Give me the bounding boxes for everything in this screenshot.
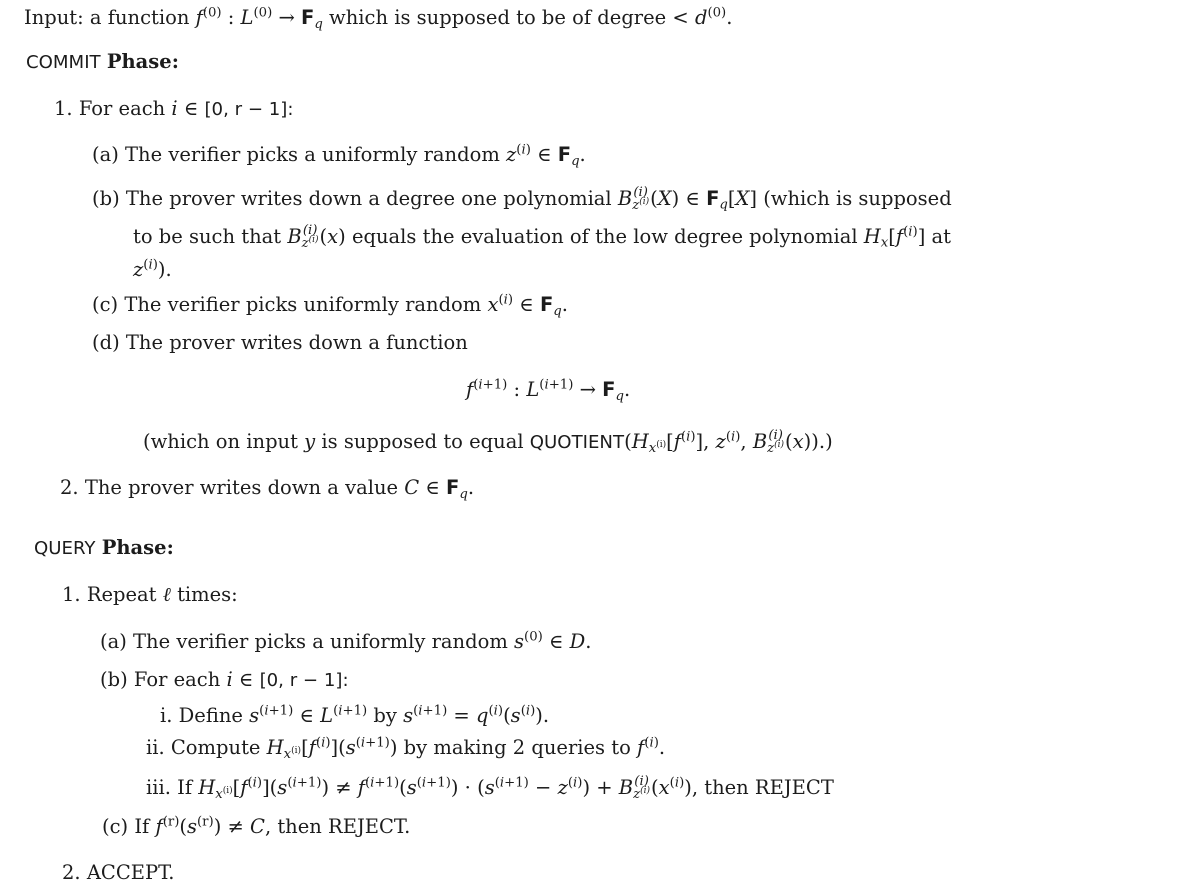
commit-item-b-line1: (b) The prover writes down a degree one polynomial B (i) $z^{(i)}$ (X) ∈ $F_q[X]$ (which is supposed bbox=[92, 185, 952, 214]
item-text: The verifier picks a uniformly random bbox=[133, 630, 508, 653]
list-number: 2. bbox=[62, 861, 81, 884]
list-number: 2. bbox=[60, 476, 79, 499]
commit-item-b-line2: to be such that B (i) $z^{(i)}$ (x) equals the evaluation of the low degree polynomial $H_x[f^{(i)}]$ at bbox=[133, 223, 951, 252]
subitem-text: If bbox=[177, 775, 193, 799]
query-subitem-iii: iii. If $H_{x^{(i)}}[f^{(i)}](s^{(i+1)}) \ne f^{(i+1)}(s^{(i+1)}) \cdot (s^{(i+1)} - z^{(i)}) + B$ (i) $z^{(i)}$ $(x^{(i)})$, then REJECT bbox=[146, 774, 834, 803]
commit-heading-word: COMMIT bbox=[26, 52, 101, 73]
step-text: For each bbox=[78, 97, 166, 120]
subitem-text: Compute bbox=[170, 736, 261, 759]
subitem-text: Define bbox=[178, 704, 243, 727]
item-text-b: , then REJECT. bbox=[264, 815, 411, 838]
item-label: (d) bbox=[92, 331, 120, 354]
commit-heading-phase: Phase: bbox=[106, 50, 179, 73]
query-heading bbox=[34, 538, 174, 558]
input-text-b: which is supposed to be of degree < bbox=[329, 6, 689, 29]
query-step-1: 1. Repeat ℓ times: bbox=[62, 583, 238, 606]
step-text: ACCEPT. bbox=[86, 861, 175, 884]
input-label: Input: bbox=[24, 6, 84, 29]
item-label: (a) bbox=[100, 630, 127, 653]
query-subitem-i: i. Define $s^{(i+1)}$ ∈ $L^{(i+1)}$ by $s^{(i+1)} = q^{(i)}(s^{(i)})$. bbox=[160, 703, 550, 727]
query-heading-phase: Phase: bbox=[101, 536, 174, 559]
query-item-b: (b) For each i ∈ [0, r − 1]: bbox=[100, 668, 349, 691]
note-text: (which on input bbox=[143, 429, 298, 453]
item-label: (b) bbox=[92, 186, 120, 210]
commit-item-b-line3: $z^{(i)}$). bbox=[133, 257, 172, 281]
query-step-2 bbox=[62, 863, 174, 883]
item-text: to be such that bbox=[133, 224, 282, 248]
commit-heading bbox=[26, 52, 179, 72]
quotient-text: QUOTIENT bbox=[529, 431, 625, 453]
item-label: (b) bbox=[100, 668, 128, 691]
item-text-b: (which is supposed bbox=[763, 186, 952, 210]
item-text: For each bbox=[133, 668, 221, 691]
note-text-b: is supposed to equal bbox=[321, 429, 524, 453]
input-text: a function bbox=[89, 6, 190, 29]
step-text-b: times: bbox=[177, 583, 238, 606]
input-line: Input: a function $f^{(0)}$ : $L^{(0)} \to F_q$ which is supposed to be of degree < $d^{(0)}$. bbox=[24, 5, 733, 32]
commit-item-c: (c) The verifier picks uniformly random $x^{(i)}$ ∈ $F_q$. bbox=[92, 292, 568, 319]
subitem-label: ii. bbox=[146, 736, 165, 759]
commit-item-d bbox=[92, 333, 468, 353]
list-number: 1. bbox=[54, 97, 73, 120]
item-text: The verifier picks uniformly random bbox=[124, 293, 482, 316]
query-item-a: (a) The verifier picks a uniformly random $s^{(0)}$ ∈ D. bbox=[100, 629, 592, 653]
subitem-text-b: by making 2 queries to bbox=[403, 736, 631, 759]
commit-step-1: 1. For each i ∈ [0, r − 1]: bbox=[54, 97, 294, 120]
item-text: The verifier picks a uniformly random bbox=[125, 143, 500, 166]
item-text-c: at bbox=[931, 224, 951, 248]
item-label: (c) bbox=[102, 815, 129, 838]
step-text: The prover writes down a value bbox=[84, 476, 399, 499]
subitem-text-b: by bbox=[373, 704, 397, 727]
query-heading-word: QUERY bbox=[34, 538, 96, 559]
query-subitem-ii: ii. Compute $H_{x^{(i)}}[f^{(i)}](s^{(i+1)})$ by making 2 queries to $f^{(i)}$. bbox=[146, 735, 666, 762]
item-text: The prover writes down a function bbox=[125, 331, 468, 354]
item-text: The prover writes down a degree one polynomial bbox=[125, 186, 612, 210]
commit-item-a: (a) The verifier picks a uniformly random $z^{(i)}$ ∈ $F_q$. bbox=[92, 142, 586, 169]
item-text-b: equals the evaluation of the low degree polynomial bbox=[351, 224, 858, 248]
item-label: (a) bbox=[92, 143, 119, 166]
subitem-label: iii. bbox=[146, 775, 171, 799]
subitem-label: i. bbox=[160, 704, 173, 727]
query-item-c: (c) If $f^{(r)}(s^{(r)}) \ne C$, then REJECT. bbox=[102, 814, 411, 838]
list-number: 1. bbox=[62, 583, 81, 606]
subitem-text-b: , then REJECT bbox=[691, 775, 834, 799]
display-formula: $f^{(i+1)}$ : $L^{(i+1)} \to F_q$. bbox=[466, 377, 631, 404]
item-label: (c) bbox=[92, 293, 119, 316]
range-text: [0, r − 1]: bbox=[204, 99, 294, 120]
commit-step-2: 2. The prover writes down a value C ∈ $F_q$. bbox=[60, 476, 475, 502]
step-text: Repeat bbox=[86, 583, 157, 606]
range-text: [0, r − 1]: bbox=[259, 670, 349, 691]
commit-item-d-note: (which on input y is supposed to equal $QUOTIENT(H_{x^{(i)}}[f^{(i)}]$, $z^{(i)}$, B (i) $z^{(i)}$ (x)).) bbox=[143, 428, 833, 457]
item-text: If bbox=[134, 815, 150, 838]
